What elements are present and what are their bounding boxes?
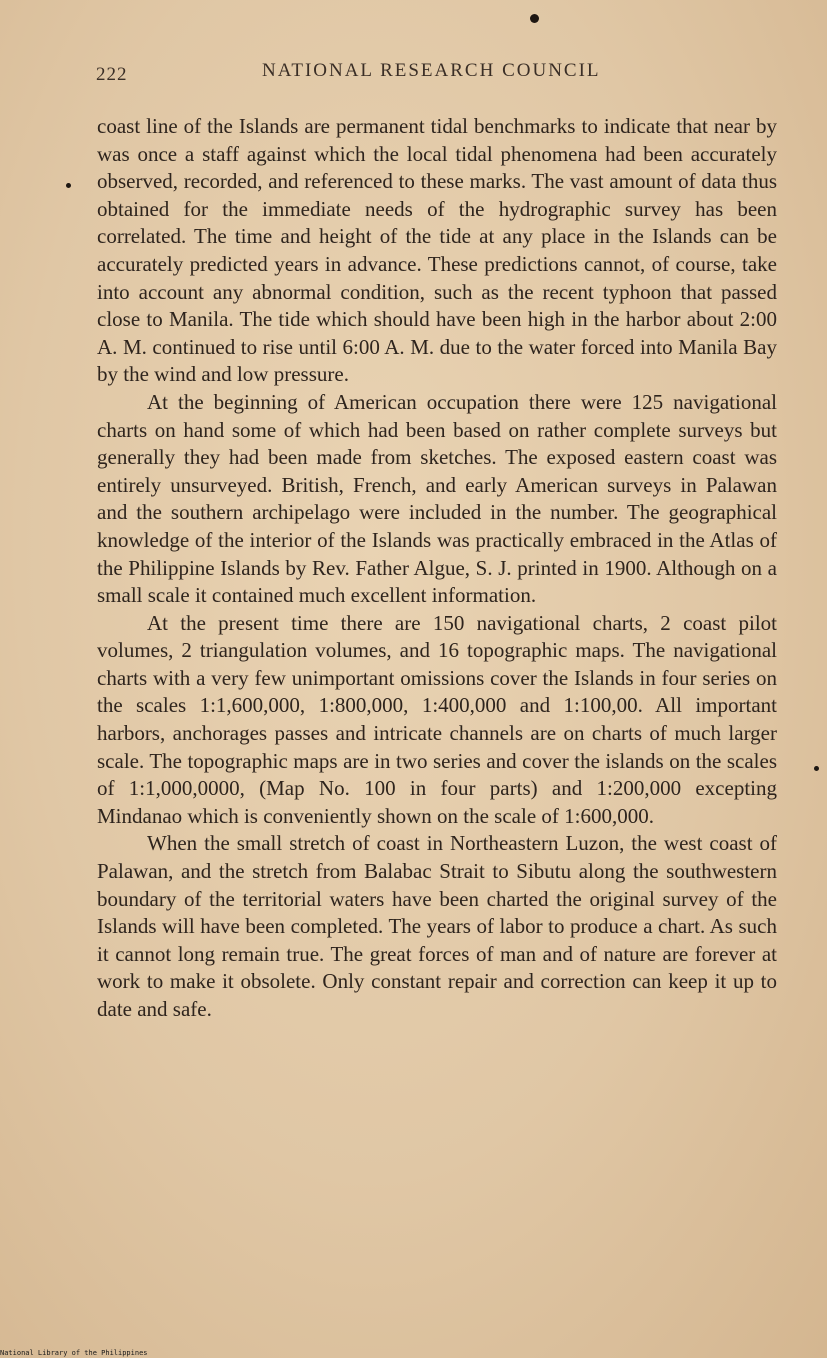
running-head: NATIONAL RESEARCH COUNCIL: [262, 60, 601, 81]
paragraph: When the small stretch of coast in Northeastern Luzon, the west coast of Palawan, and the stretch from Balabac Strait to Sibutu along the southwestern boundary of the territorial waters have been charted the original survey of the Islands will have been completed. The years of labor to produce a chart. As such it cannot long remain true. The great forces of man and of nature are forever at work to make it obsolete. Only constant repair and correction can keep it up to date and safe.: [97, 831, 777, 1021]
page-header: [96, 60, 776, 90]
ink-dot: [530, 14, 539, 23]
ink-dot: [66, 183, 71, 188]
paragraph: coast line of the Islands are permanent tidal benchmarks to indicate that near by was once a staff against which the local tidal phenomena had been accurately observed, recorded, and referenced to these marks. The vast amount of data thus obtained for the immediate needs of the hydrographic survey has been correlated. The time and height of the tide at any place in the Islands can be accurately predicted years in advance. These predictions cannot, of course, take into account any abnormal condition, such as the recent typhoon that passed close to Manila. The tide which should have been high in the harbor about 2:00 A. M. continued to rise until 6:00 A. M. due to the water forced into Manila Bay by the wind and low pressure.: [97, 114, 777, 387]
paragraph: At the present time there are 150 navigational charts, 2 coast pilot volumes, 2 triangulation volumes, and 16 topographic maps. The navigational charts with a very few unimportant omissions cover the Islands in four series on the scales 1:1,600,000, 1:800,000, 1:400,000 and 1:100,00. All important harbors, anchorages passes and intricate channels are on charts of much larger scale. The topographic maps are in two series and cover the islands on the scales of 1:1,000,0000, (Map No. 100 in four parts) and 1:200,000 excepting Mindanao which is conveniently shown on the scale of 1:600,000.: [97, 610, 777, 828]
paragraph: At the beginning of American occupation there were 125 navigational charts on hand some of which had been based on rather complete surveys but generally they had been made from sketches. The exposed eastern coast was entirely unsurveyed. British, French, and early American surveys in Palawan and the southern archipelago were included in the number. The geographical knowledge of the interior of the Islands was practically embraced in the Atlas of the Philippine Islands by Rev. Father Algue, S. J. printed in 1900. Although on a small scale it contained much excellent information.: [97, 389, 777, 608]
body-text: [97, 113, 777, 1024]
page-number: 222: [96, 64, 128, 85]
ink-dot: [814, 766, 819, 771]
library-footer: National Library of the Philippines: [0, 1349, 148, 1357]
